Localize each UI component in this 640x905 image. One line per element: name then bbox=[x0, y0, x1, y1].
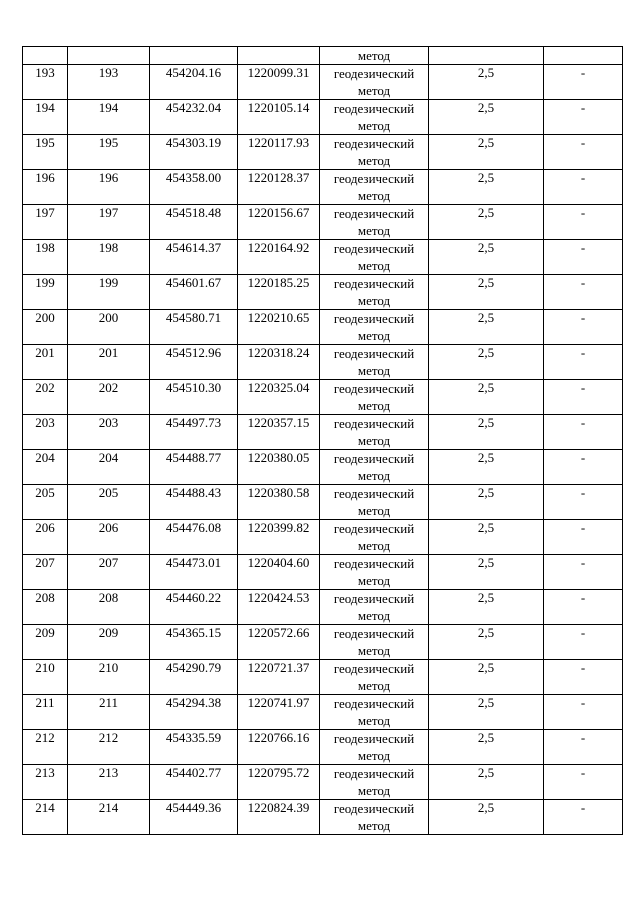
cell-coordinate-y: 1220766.16 bbox=[238, 730, 320, 765]
cell-coordinate-x: 454614.37 bbox=[150, 240, 238, 275]
cell-coordinate-y: 1220741.97 bbox=[238, 695, 320, 730]
cell-coordinate-y: 1220572.66 bbox=[238, 625, 320, 660]
cell-point-id: 204 bbox=[68, 450, 150, 485]
cell-method bbox=[320, 765, 429, 800]
method-line-2: метод bbox=[357, 398, 391, 413]
cell-point-number: 197 bbox=[23, 205, 68, 240]
method-line-1: геодезический bbox=[333, 661, 415, 676]
cell-empty bbox=[23, 47, 68, 65]
cell-point-id: 197 bbox=[68, 205, 150, 240]
cell-coordinate-y: 1220318.24 bbox=[238, 345, 320, 380]
cell-point-id: 211 bbox=[68, 695, 150, 730]
cell-coordinate-x: 454365.15 bbox=[150, 625, 238, 660]
cell-method bbox=[320, 520, 429, 555]
method-line-1: геодезический bbox=[333, 591, 415, 606]
cell-coordinate-x: 454402.77 bbox=[150, 765, 238, 800]
table-row bbox=[23, 275, 623, 310]
cell-note: - bbox=[544, 765, 623, 800]
cell-note: - bbox=[544, 730, 623, 765]
cell-point-id: 195 bbox=[68, 135, 150, 170]
cell-point-number: 202 bbox=[23, 380, 68, 415]
cell-point-id: 196 bbox=[68, 170, 150, 205]
table-row bbox=[23, 415, 623, 450]
cell-note: - bbox=[544, 485, 623, 520]
cell-coordinate-y: 1220424.53 bbox=[238, 590, 320, 625]
cell-method bbox=[320, 170, 429, 205]
cell-accuracy: 2,5 bbox=[429, 520, 544, 555]
cell-coordinate-y: 1220117.93 bbox=[238, 135, 320, 170]
method-line-2: метод bbox=[357, 293, 391, 308]
table-row bbox=[23, 520, 623, 555]
cell-method bbox=[320, 275, 429, 310]
cell-point-id: 201 bbox=[68, 345, 150, 380]
cell-method bbox=[320, 450, 429, 485]
cell-accuracy: 2,5 bbox=[429, 240, 544, 275]
method-line-2: метод bbox=[357, 748, 391, 763]
cell-coordinate-y: 1220399.82 bbox=[238, 520, 320, 555]
table-row bbox=[23, 380, 623, 415]
cell-point-number: 193 bbox=[23, 65, 68, 100]
cell-coordinate-y: 1220185.25 bbox=[238, 275, 320, 310]
cell-coordinate-x: 454294.38 bbox=[150, 695, 238, 730]
table-row bbox=[23, 765, 623, 800]
cell-coordinate-y: 1220404.60 bbox=[238, 555, 320, 590]
cell-point-number: 208 bbox=[23, 590, 68, 625]
cell-coordinate-x: 454580.71 bbox=[150, 310, 238, 345]
cell-point-id: 210 bbox=[68, 660, 150, 695]
cell-point-number: 204 bbox=[23, 450, 68, 485]
cell-coordinate-y: 1220156.67 bbox=[238, 205, 320, 240]
cell-coordinate-x: 454290.79 bbox=[150, 660, 238, 695]
method-line-1: геодезический bbox=[333, 311, 415, 326]
cell-point-id: 209 bbox=[68, 625, 150, 660]
cell-accuracy: 2,5 bbox=[429, 345, 544, 380]
table-row bbox=[23, 135, 623, 170]
cell-coordinate-y: 1220325.04 bbox=[238, 380, 320, 415]
cell-note: - bbox=[544, 450, 623, 485]
method-line-2: метод bbox=[357, 83, 391, 98]
cell-point-number: 196 bbox=[23, 170, 68, 205]
cell-accuracy: 2,5 bbox=[429, 310, 544, 345]
cell-coordinate-x: 454510.30 bbox=[150, 380, 238, 415]
cell-coordinate-y: 1220795.72 bbox=[238, 765, 320, 800]
table-row bbox=[23, 590, 623, 625]
method-line-2: метод bbox=[357, 713, 391, 728]
method-line-1: геодезический bbox=[333, 346, 415, 361]
cell-note: - bbox=[544, 240, 623, 275]
cell-method bbox=[320, 800, 429, 835]
cell-method-continued: метод bbox=[320, 47, 429, 65]
table-body bbox=[23, 47, 623, 835]
method-line-2: метод bbox=[357, 118, 391, 133]
coordinates-table bbox=[22, 46, 623, 835]
method-line-1: геодезический bbox=[333, 451, 415, 466]
cell-coordinate-y: 1220128.37 bbox=[238, 170, 320, 205]
table-row bbox=[23, 170, 623, 205]
table-row-continued bbox=[23, 47, 623, 65]
cell-note: - bbox=[544, 695, 623, 730]
cell-note: - bbox=[544, 520, 623, 555]
cell-accuracy: 2,5 bbox=[429, 205, 544, 240]
cell-note: - bbox=[544, 275, 623, 310]
table-row bbox=[23, 485, 623, 520]
cell-coordinate-x: 454512.96 bbox=[150, 345, 238, 380]
table-row bbox=[23, 625, 623, 660]
cell-note: - bbox=[544, 660, 623, 695]
method-line-2: метод bbox=[357, 223, 391, 238]
cell-method bbox=[320, 625, 429, 660]
cell-note: - bbox=[544, 100, 623, 135]
cell-note: - bbox=[544, 590, 623, 625]
cell-accuracy: 2,5 bbox=[429, 800, 544, 835]
cell-coordinate-x: 454488.77 bbox=[150, 450, 238, 485]
cell-note: - bbox=[544, 65, 623, 100]
cell-accuracy: 2,5 bbox=[429, 135, 544, 170]
cell-method bbox=[320, 695, 429, 730]
cell-coordinate-x: 454460.22 bbox=[150, 590, 238, 625]
cell-point-number: 194 bbox=[23, 100, 68, 135]
method-line-1: геодезический bbox=[333, 136, 415, 151]
cell-method bbox=[320, 65, 429, 100]
method-line-1: геодезический bbox=[333, 416, 415, 431]
cell-method bbox=[320, 310, 429, 345]
method-line-1: геодезический bbox=[333, 801, 415, 816]
method-line-2: метод bbox=[357, 573, 391, 588]
method-line-2: метод bbox=[357, 678, 391, 693]
cell-coordinate-x: 454449.36 bbox=[150, 800, 238, 835]
cell-coordinate-x: 454473.01 bbox=[150, 555, 238, 590]
cell-accuracy: 2,5 bbox=[429, 170, 544, 205]
cell-empty bbox=[68, 47, 150, 65]
cell-accuracy: 2,5 bbox=[429, 590, 544, 625]
method-line-2: метод bbox=[357, 188, 391, 203]
cell-note: - bbox=[544, 625, 623, 660]
cell-empty bbox=[544, 47, 623, 65]
table-row bbox=[23, 100, 623, 135]
cell-note: - bbox=[544, 555, 623, 590]
cell-point-number: 201 bbox=[23, 345, 68, 380]
cell-note: - bbox=[544, 310, 623, 345]
cell-method bbox=[320, 135, 429, 170]
method-line-2: метод bbox=[357, 643, 391, 658]
cell-coordinate-y: 1220357.15 bbox=[238, 415, 320, 450]
cell-accuracy: 2,5 bbox=[429, 380, 544, 415]
cell-method bbox=[320, 590, 429, 625]
cell-point-id: 199 bbox=[68, 275, 150, 310]
cell-coordinate-y: 1220210.65 bbox=[238, 310, 320, 345]
method-line-2: метод bbox=[357, 363, 391, 378]
cell-point-id: 200 bbox=[68, 310, 150, 345]
cell-accuracy: 2,5 bbox=[429, 660, 544, 695]
table-row bbox=[23, 205, 623, 240]
method-line-2: метод bbox=[357, 258, 391, 273]
cell-point-id: 194 bbox=[68, 100, 150, 135]
cell-accuracy: 2,5 bbox=[429, 625, 544, 660]
table-row bbox=[23, 555, 623, 590]
cell-coordinate-x: 454204.16 bbox=[150, 65, 238, 100]
cell-method bbox=[320, 485, 429, 520]
cell-point-number: 205 bbox=[23, 485, 68, 520]
cell-coordinate-x: 454518.48 bbox=[150, 205, 238, 240]
method-line-2: метод bbox=[357, 153, 391, 168]
method-line-1: геодезический bbox=[333, 521, 415, 536]
cell-point-id: 206 bbox=[68, 520, 150, 555]
cell-accuracy: 2,5 bbox=[429, 555, 544, 590]
method-line-1: геодезический bbox=[333, 486, 415, 501]
cell-point-number: 200 bbox=[23, 310, 68, 345]
table-row bbox=[23, 450, 623, 485]
cell-method bbox=[320, 730, 429, 765]
method-line-1: геодезический bbox=[333, 731, 415, 746]
cell-method bbox=[320, 415, 429, 450]
table-row bbox=[23, 345, 623, 380]
cell-point-number: 213 bbox=[23, 765, 68, 800]
cell-note: - bbox=[544, 170, 623, 205]
cell-note: - bbox=[544, 415, 623, 450]
cell-method bbox=[320, 345, 429, 380]
cell-coordinate-y: 1220380.58 bbox=[238, 485, 320, 520]
cell-point-number: 195 bbox=[23, 135, 68, 170]
cell-method bbox=[320, 660, 429, 695]
method-line-1: геодезический bbox=[333, 171, 415, 186]
cell-accuracy: 2,5 bbox=[429, 450, 544, 485]
cell-accuracy: 2,5 bbox=[429, 100, 544, 135]
cell-note: - bbox=[544, 345, 623, 380]
cell-accuracy: 2,5 bbox=[429, 275, 544, 310]
cell-empty bbox=[150, 47, 238, 65]
method-line-1: геодезический bbox=[333, 241, 415, 256]
cell-coordinate-x: 454601.67 bbox=[150, 275, 238, 310]
method-line-2: метод bbox=[357, 468, 391, 483]
method-line-2: метод bbox=[357, 433, 391, 448]
cell-coordinate-x: 454488.43 bbox=[150, 485, 238, 520]
cell-point-number: 207 bbox=[23, 555, 68, 590]
cell-coordinate-x: 454358.00 bbox=[150, 170, 238, 205]
cell-point-number: 199 bbox=[23, 275, 68, 310]
cell-point-id: 214 bbox=[68, 800, 150, 835]
cell-accuracy: 2,5 bbox=[429, 415, 544, 450]
cell-method bbox=[320, 555, 429, 590]
cell-empty bbox=[238, 47, 320, 65]
cell-method bbox=[320, 380, 429, 415]
cell-note: - bbox=[544, 135, 623, 170]
cell-coordinate-y: 1220099.31 bbox=[238, 65, 320, 100]
cell-accuracy: 2,5 bbox=[429, 730, 544, 765]
cell-point-number: 210 bbox=[23, 660, 68, 695]
cell-coordinate-y: 1220164.92 bbox=[238, 240, 320, 275]
method-line-2: метод bbox=[357, 538, 391, 553]
cell-accuracy: 2,5 bbox=[429, 765, 544, 800]
cell-coordinate-x: 454303.19 bbox=[150, 135, 238, 170]
method-line-1: геодезический bbox=[333, 276, 415, 291]
method-line-1: геодезический bbox=[333, 381, 415, 396]
cell-empty bbox=[429, 47, 544, 65]
table-row bbox=[23, 65, 623, 100]
cell-accuracy: 2,5 bbox=[429, 695, 544, 730]
method-line-1: геодезический bbox=[333, 206, 415, 221]
cell-accuracy: 2,5 bbox=[429, 65, 544, 100]
method-line-2: метод bbox=[357, 783, 391, 798]
cell-point-id: 213 bbox=[68, 765, 150, 800]
method-line-1: геодезический bbox=[333, 626, 415, 641]
table-row bbox=[23, 660, 623, 695]
cell-point-id: 198 bbox=[68, 240, 150, 275]
table-row bbox=[23, 695, 623, 730]
method-line-1: геодезический bbox=[333, 66, 415, 81]
cell-point-id: 208 bbox=[68, 590, 150, 625]
cell-accuracy: 2,5 bbox=[429, 485, 544, 520]
table-row bbox=[23, 240, 623, 275]
table-row bbox=[23, 310, 623, 345]
method-line-1: геодезический bbox=[333, 696, 415, 711]
cell-method bbox=[320, 240, 429, 275]
cell-coordinate-y: 1220380.05 bbox=[238, 450, 320, 485]
cell-coordinate-x: 454476.08 bbox=[150, 520, 238, 555]
cell-point-id: 212 bbox=[68, 730, 150, 765]
cell-note: - bbox=[544, 205, 623, 240]
cell-coordinate-y: 1220105.14 bbox=[238, 100, 320, 135]
method-line-1: геодезический bbox=[333, 766, 415, 781]
cell-point-id: 205 bbox=[68, 485, 150, 520]
cell-note: - bbox=[544, 800, 623, 835]
method-line-2: метод bbox=[357, 608, 391, 623]
cell-method bbox=[320, 100, 429, 135]
table-row bbox=[23, 800, 623, 835]
cell-coordinate-x: 454335.59 bbox=[150, 730, 238, 765]
cell-note: - bbox=[544, 380, 623, 415]
cell-point-id: 203 bbox=[68, 415, 150, 450]
cell-coordinate-y: 1220824.39 bbox=[238, 800, 320, 835]
method-line-1: геодезический bbox=[333, 556, 415, 571]
method-line-1: геодезический bbox=[333, 101, 415, 116]
cell-coordinate-x: 454232.04 bbox=[150, 100, 238, 135]
cell-point-id: 193 bbox=[68, 65, 150, 100]
table-row bbox=[23, 730, 623, 765]
method-line-2: метод bbox=[357, 503, 391, 518]
cell-method bbox=[320, 205, 429, 240]
method-line-2: метод bbox=[357, 818, 391, 833]
cell-point-number: 214 bbox=[23, 800, 68, 835]
cell-point-number: 209 bbox=[23, 625, 68, 660]
cell-point-number: 206 bbox=[23, 520, 68, 555]
cell-point-number: 212 bbox=[23, 730, 68, 765]
cell-point-number: 211 bbox=[23, 695, 68, 730]
cell-coordinate-y: 1220721.37 bbox=[238, 660, 320, 695]
cell-coordinate-x: 454497.73 bbox=[150, 415, 238, 450]
cell-point-id: 202 bbox=[68, 380, 150, 415]
cell-point-id: 207 bbox=[68, 555, 150, 590]
method-line-2: метод bbox=[357, 328, 391, 343]
cell-point-number: 198 bbox=[23, 240, 68, 275]
cell-point-number: 203 bbox=[23, 415, 68, 450]
